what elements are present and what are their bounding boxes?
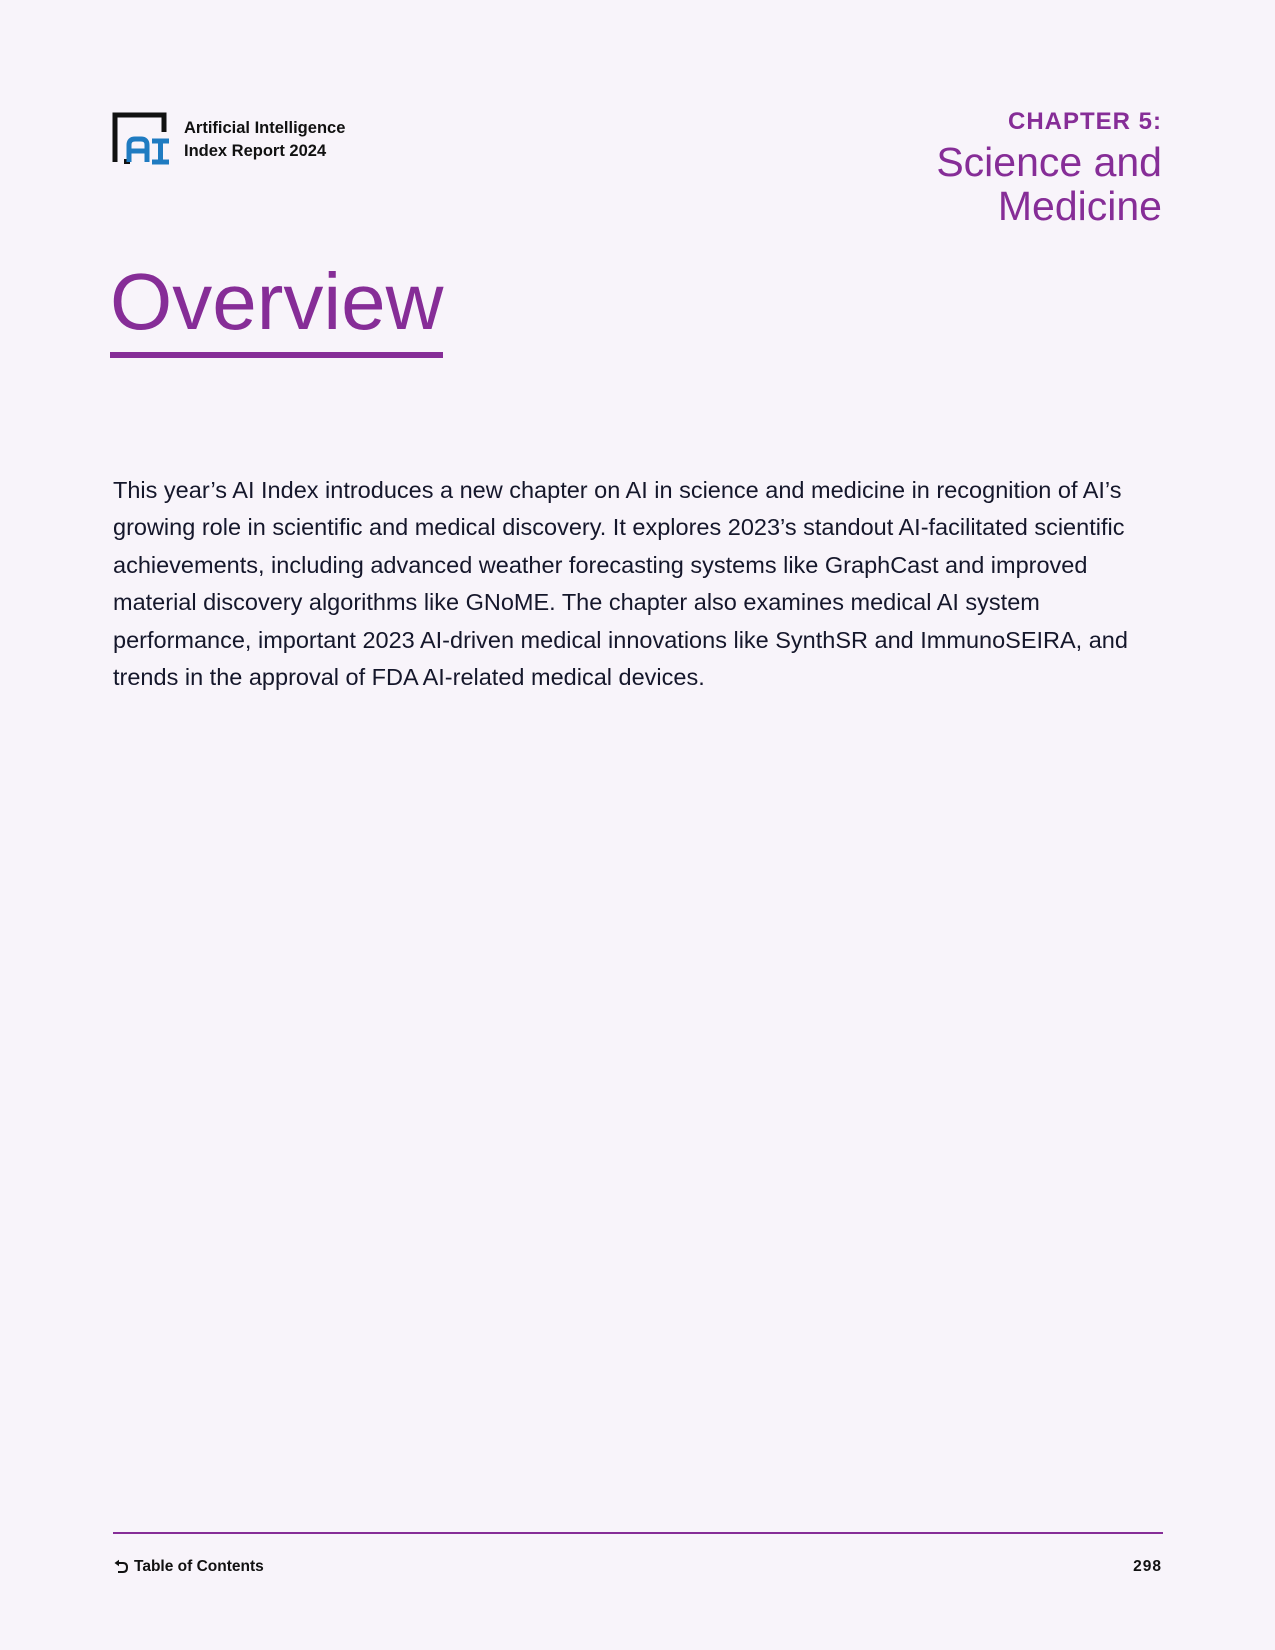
report-name-line2: Index Report 2024 xyxy=(184,142,327,160)
chapter-heading xyxy=(936,108,1162,228)
ai-index-logo-icon xyxy=(112,112,170,168)
table-of-contents-link[interactable] xyxy=(113,1558,264,1576)
chapter-label: CHAPTER 5: xyxy=(1007,108,1162,135)
return-arrow-icon xyxy=(113,1559,129,1575)
chapter-title-line1: Science and xyxy=(936,139,1162,185)
page-number: 298 xyxy=(1133,1558,1162,1575)
overview-paragraph: This year’s AI Index introduces a new chapter on AI in science and medicine in recognition of AI’s growing role in scientific and medical discovery. It explores 2023’s standout AI-facilitated scientific achievements, including advanced weather forecasting systems like GraphCast and improved material discovery algorithms like GNoME. The chapter also examines medical AI system performance, important 2023 AI-driven medical innovations like SynthSR and ImmunoSEIRA, and trends in the approval of FDA AI-related medical devices. xyxy=(113,476,1128,690)
report-name xyxy=(184,117,345,163)
footer-divider xyxy=(113,1532,1163,1534)
report-name-line1: Artificial Intelligence xyxy=(184,119,346,137)
chapter-title xyxy=(936,140,1162,228)
chapter-title-line2: Medicine xyxy=(997,183,1162,229)
page-title: Overview xyxy=(110,256,443,358)
report-logo xyxy=(112,112,345,168)
table-of-contents-label[interactable]: Table of Contents xyxy=(134,1558,264,1575)
